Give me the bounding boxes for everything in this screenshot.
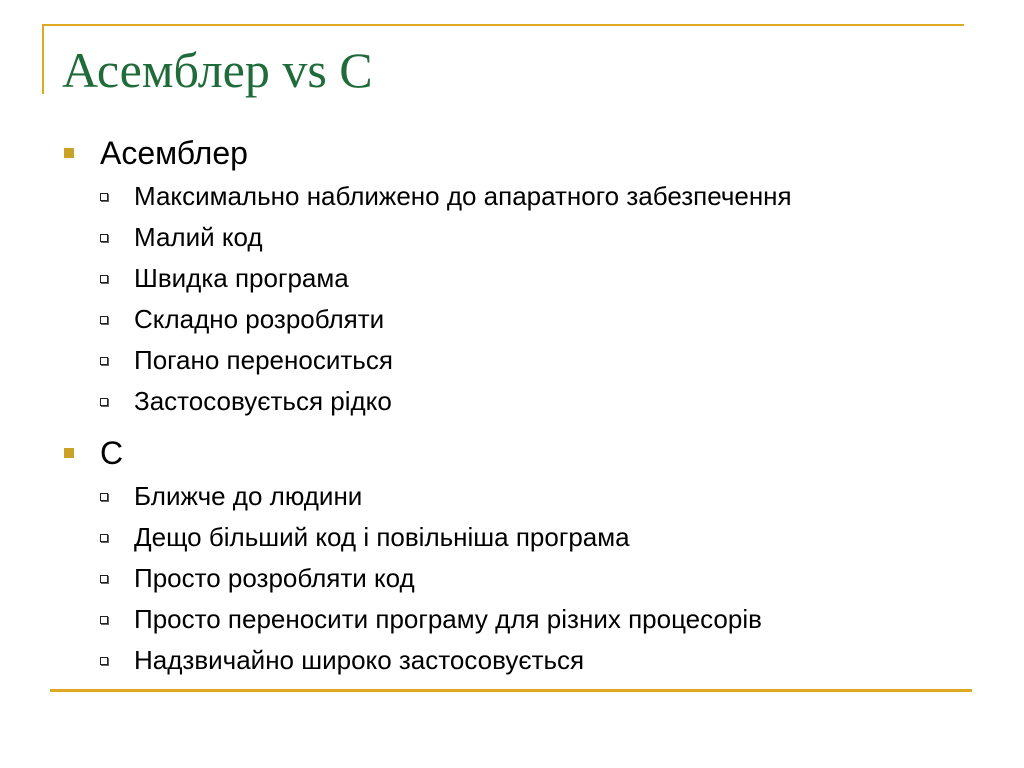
bullet-text: Швидка програма: [134, 263, 349, 293]
bullet-item-level2: [62, 640, 962, 681]
square-bullet-icon: [64, 448, 74, 458]
bullet-text: Дещо більший код і повільніша програма: [134, 522, 630, 552]
bullet-text: Просто переносити програму для різних процесорів: [134, 604, 762, 634]
bullet-item-level1: [62, 130, 962, 176]
bullet-item-level2: [62, 476, 962, 517]
left-accent-line: [42, 24, 44, 94]
bottom-accent-line: [50, 689, 972, 692]
hollow-square-bullet-icon: [100, 234, 108, 242]
bullet-item-level2: [62, 340, 962, 381]
hollow-square-bullet-icon: [100, 275, 108, 283]
slide-title: Асемблер vs C: [62, 42, 373, 98]
section-spacer: [62, 422, 962, 430]
hollow-square-bullet-icon: [100, 616, 108, 624]
hollow-square-bullet-icon: [100, 657, 108, 665]
bullet-item-level2: [62, 176, 962, 217]
bullet-text: Максимально наближено до апаратного забезпечення: [134, 181, 792, 211]
bullet-item-level2: [62, 558, 962, 599]
hollow-square-bullet-icon: [100, 357, 108, 365]
bullet-text: Погано переноситься: [134, 345, 393, 375]
hollow-square-bullet-icon: [100, 398, 108, 406]
hollow-square-bullet-icon: [100, 193, 108, 201]
section-assembler: [62, 130, 962, 422]
bullet-item-level2: [62, 517, 962, 558]
bullet-text: Застосовується рідко: [134, 386, 392, 416]
bullet-item-level2: [62, 258, 962, 299]
bullet-item-level2: [62, 599, 962, 640]
section-c: [62, 430, 962, 681]
square-bullet-icon: [64, 148, 74, 158]
bullet-item-level2: [62, 381, 962, 422]
bullet-text: Просто розробляти код: [134, 563, 415, 593]
top-accent-line: [42, 24, 964, 26]
bullet-item-level2: [62, 299, 962, 340]
hollow-square-bullet-icon: [100, 575, 108, 583]
slide-body: [62, 130, 962, 681]
hollow-square-bullet-icon: [100, 316, 108, 324]
bullet-text: Малий код: [134, 222, 263, 252]
bullet-text: Надзвичайно широко застосовується: [134, 645, 585, 675]
section-heading: Асемблер: [100, 134, 248, 171]
hollow-square-bullet-icon: [100, 534, 108, 542]
section-heading: C: [100, 434, 124, 471]
bullet-item-level1: [62, 430, 962, 476]
bullet-item-level2: [62, 217, 962, 258]
hollow-square-bullet-icon: [100, 493, 108, 501]
bullet-text: Складно розробляти: [134, 304, 385, 334]
bullet-text: Ближче до людини: [134, 481, 363, 511]
